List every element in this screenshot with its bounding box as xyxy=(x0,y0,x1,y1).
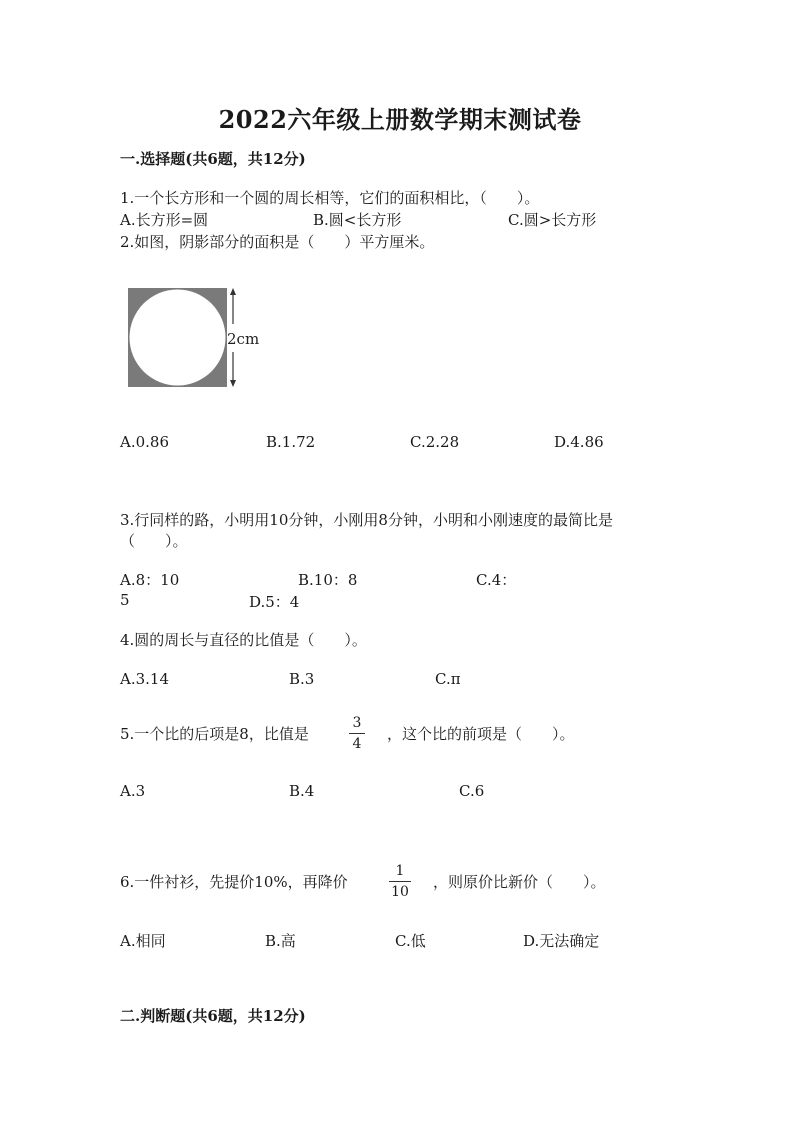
q6-option-a: A.相同 xyxy=(120,932,166,950)
q3-option-c: C.4： xyxy=(476,571,517,589)
q5-fraction xyxy=(349,714,365,753)
question-1-text: 1.一个长方形和一个圆的周长相等，它们的面积相比，（ ）。 xyxy=(120,189,540,207)
q2-option-d: D.4.86 xyxy=(554,433,604,451)
q4-option-a: A.3.14 xyxy=(120,670,169,688)
q6-fraction-bar xyxy=(389,881,411,882)
q5-option-a: A.3 xyxy=(120,782,146,800)
q6-option-d: D.无法确定 xyxy=(523,932,600,950)
question-5-text-before: 5.一个比的后项是8，比值是 xyxy=(120,725,309,743)
question-5-text-after: ，这个比的前项是（ ）。 xyxy=(387,725,575,743)
q1-option-a: A.长方形=圆 xyxy=(120,211,209,229)
q6-option-b: B.高 xyxy=(265,932,296,950)
section-heading-judgment: 二.判断题(共6题，共12分) xyxy=(120,1007,306,1025)
question-6-text-after: ，则原价比新价（ ）。 xyxy=(433,873,606,891)
q3-option-c-wrap: 5 xyxy=(120,591,130,609)
section-heading-choice: 一.选择题(共6题，共12分) xyxy=(120,150,306,168)
q3-option-d: D.5：4 xyxy=(249,593,300,611)
page-title: 2022六年级上册数学期末测试卷 xyxy=(218,105,582,134)
q1-option-b: B.圆<长方形 xyxy=(313,211,402,229)
q4-option-c: C.π xyxy=(435,670,461,688)
q2-option-c: C.2.28 xyxy=(410,433,460,451)
q3-option-a: A.8：10 xyxy=(120,571,180,589)
q1-option-c: C.圆>长方形 xyxy=(508,211,597,229)
question-4-text: 4.圆的周长与直径的比值是（ ）。 xyxy=(120,631,367,649)
q6-fraction xyxy=(389,862,411,901)
question-3-text-line2: （ ）。 xyxy=(120,532,188,550)
question-6-text-before: 6.一件衬衫，先提价10%，再降价 xyxy=(120,873,348,891)
q5-fraction-denominator: 4 xyxy=(352,736,362,752)
q4-option-b: B.3 xyxy=(289,670,315,688)
q5-option-c: C.6 xyxy=(459,782,485,800)
question-3-text-line1: 3.行同样的路，小明用10分钟，小刚用8分钟，小明和小刚速度的最简比是 xyxy=(120,511,613,529)
q5-fraction-numerator: 3 xyxy=(352,715,362,731)
q2-option-b: B.1.72 xyxy=(266,433,316,451)
arrow-down-icon xyxy=(230,380,236,387)
q2-option-a: A.0.86 xyxy=(120,433,169,451)
dimension-label: 2cm xyxy=(227,330,260,348)
q6-fraction-numerator: 1 xyxy=(395,863,405,879)
square-circle-figure xyxy=(126,286,272,392)
arrow-up-icon xyxy=(230,288,236,295)
q6-option-c: C.低 xyxy=(395,932,426,950)
q6-fraction-denominator: 10 xyxy=(391,884,409,900)
q3-option-b: B.10：8 xyxy=(298,571,358,589)
question-2-text: 2.如图，阴影部分的面积是（ ）平方厘米。 xyxy=(120,233,435,251)
q5-fraction-bar xyxy=(349,733,365,734)
inner-circle xyxy=(130,290,226,386)
q5-option-b: B.4 xyxy=(289,782,315,800)
